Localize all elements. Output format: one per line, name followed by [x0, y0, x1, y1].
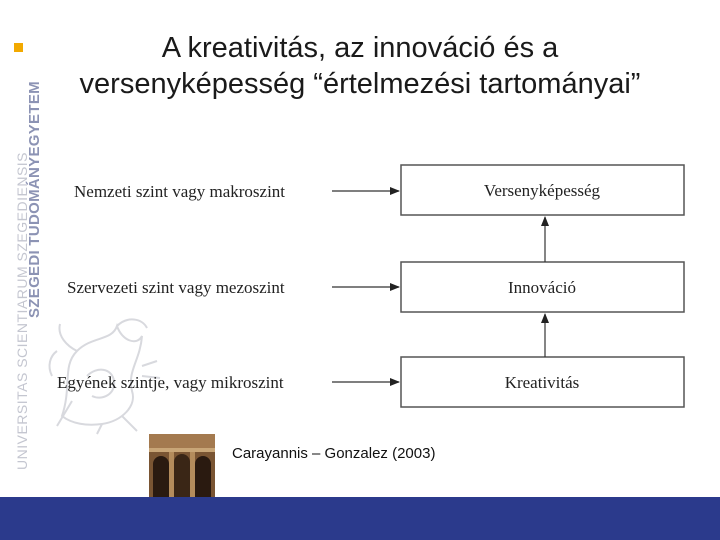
level-label-meso: Szervezeti szint vagy mezoszint: [67, 278, 285, 297]
box-label-kreativitas: Kreativitás: [504, 373, 580, 392]
university-name-vertical: SZEGEDI TUDOMÁNYEGYETEM: [26, 81, 43, 318]
citation: Carayannis – Gonzalez (2003): [232, 445, 436, 462]
building-photo: [149, 434, 215, 502]
level-label-micro: Egyének szintje, vagy mikroszint: [57, 373, 284, 392]
building-arches-image: [149, 434, 215, 502]
box-label-versenykepesseg: Versenyképesség: [483, 181, 601, 200]
university-latin-vertical: UNIVERSITAS SCIENTIARUM SZEGEDIENSIS: [14, 151, 30, 470]
footer-bar: [0, 497, 720, 540]
level-label-macro: Nemzeti szint vagy makroszint: [74, 182, 286, 201]
title-line-2: versenyképesség “értelmezési tartományai”: [79, 68, 641, 100]
title-line-1: A kreativitás, az innováció és a: [161, 32, 559, 64]
box-label-innovacio: Innováció: [508, 278, 576, 297]
